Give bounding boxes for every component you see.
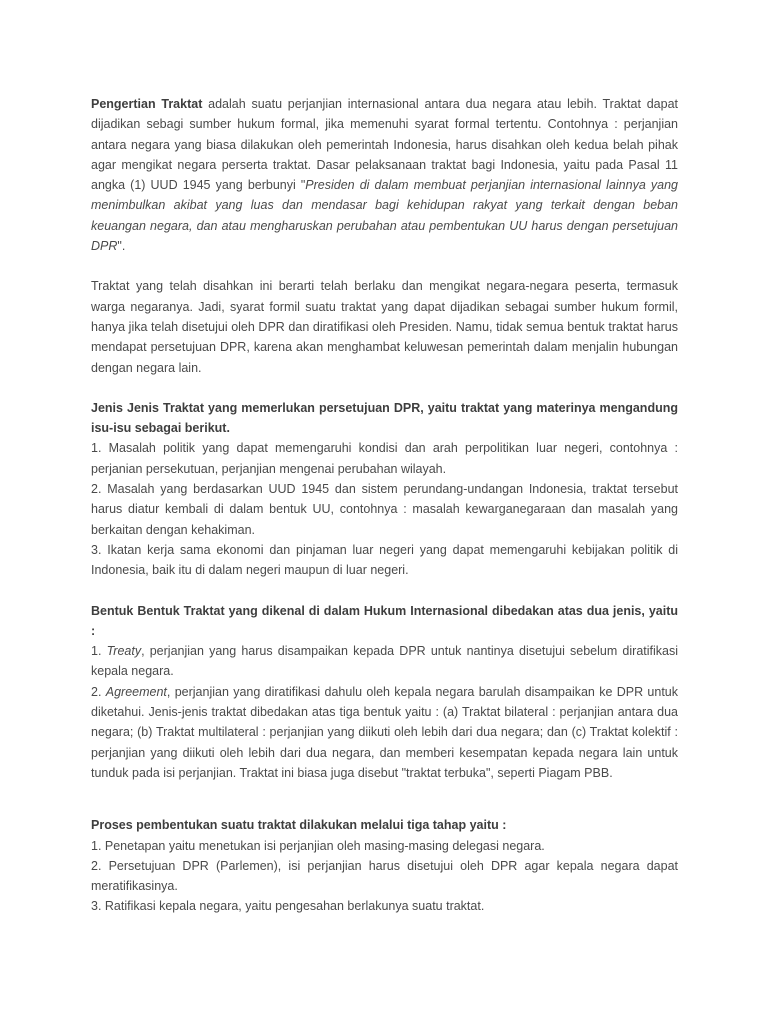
heading-bentuk-traktat: Bentuk Bentuk Traktat yang dikenal di dalam Hukum Internasional dibedakan atas dua jenis, yaitu :: [91, 603, 678, 638]
paragraph-ratification: Traktat yang telah disahkan ini berarti telah berlaku dan mengikat negara-negara peserta, termasuk warga negaranya. Jadi, syarat formil suatu traktat yang dapat dijadikan sebagai sumber hukum formil, hanya jika telah disetujui oleh DPR dan diratifikasi oleh Presiden. Namu, tidak semua bentuk traktat harus mendapat persetujuan DPR, karena akan menghambat keluwesan pemerintah dalam menjalin hubungan dengan negara lain.: [91, 279, 678, 375]
list-item: 1. Penetapan yaitu menetukan isi perjanjian oleh masing-masing delegasi negara.: [91, 838, 545, 853]
article-quote: Presiden di dalam membuat perjanjian internasional lainnya yang menimbulkan akibat yang luas dan mendasar bagi kehidupan rakyat yang terkait dengan beban keuangan negara, dan atau mengharuskan perubahan atau pembentukan UU harus dengan persetujuan DPR: [91, 178, 678, 254]
agreement-text: , perjanjian yang diratifikasi dahulu oleh kepala negara barulah disampaikan ke DPR untuk diketahui. Jenis-jenis traktat dibedakan atas tiga bentuk yaitu : (a) Traktat bilateral : perjanjian antara dua negara; (b) Traktat multilateral : perjanjian yang diikuti oleh lebih dari dua negara; dan (c) Traktat kolektif : perjanjian yang diikuti oleh lebih dari dua negara, dan memberi kesempatan kepada negara lain untuk tunduk pada isi perjanjian. Traktat ini biasa juga disebut "traktat terbuka", seperti Piagam PBB.: [91, 684, 678, 780]
heading-jenis-traktat: Jenis Jenis Traktat yang memerlukan persetujuan DPR, yaitu traktat yang materinya mengandung isu-isu sebagai berikut.: [91, 400, 678, 436]
spacer: [91, 256, 678, 276]
list-number: 2.: [91, 684, 106, 699]
spacer: [91, 378, 678, 398]
list-item: 3. Ratifikasi kepala negara, yaitu pengesahan berlakunya suatu traktat.: [91, 899, 485, 914]
paragraph-definition: [91, 94, 678, 256]
list-item: 1. Masalah politik yang dapat memengaruhi kondisi dan arah perpolitikan luar negeri, contohnya : perjanian persekutuan, perjanjian mengenai perubahan wilayah.: [91, 441, 678, 476]
definition-text: adalah suatu perjanjian internasional antara dua negara atau lebih. Traktat dapat dijadikan sebagi sumber hukum formal, jika memenuhi syarat formal tertentu. Contohnya : perjanjian antara negara yang biasa dilakukan oleh pemerintah Indonesia, harus disahkan oleh kedua belah pihak agar mengikat negara perserta traktat. Dasar pelaksanaan traktat bagi Indonesia, yaitu pada Pasal 11 angka (1) UUD 1945 yang berbunyi ": [91, 97, 678, 193]
list-number: 1.: [91, 644, 107, 659]
list-item: 2. Persetujuan DPR (Parlemen), isi perjanjian harus disetujui oleh DPR agar kepala negara dapat meratifikasinya.: [91, 858, 678, 894]
list-item-treaty: [91, 641, 678, 682]
quote-close: ".: [117, 239, 126, 254]
list-item: 3. Ikatan kerja sama ekonomi dan pinjaman luar negeri yang dapat memengaruhi kebijakan politik di Indonesia, baik itu di dalam negeri maupun di luar negeri.: [91, 542, 678, 578]
list-item-agreement: [91, 682, 678, 783]
term-treaty: Treaty: [106, 644, 142, 659]
term-pengertian-traktat: Pengertian Traktat: [91, 97, 203, 111]
heading-proses-pembentukan: Proses pembentukan suatu traktat dilakukan melalui tiga tahap yaitu :: [91, 818, 507, 833]
treaty-text: , perjanjian yang harus disampaikan kepada DPR untuk nantinya disetujui sebelum diratifikasi kepala negara.: [91, 644, 678, 679]
list-item: 2. Masalah yang berdasarkan UUD 1945 dan sistem perundang-undangan Indonesia, traktat tersebut harus diatur kembali di dalam bentuk UU, contohnya : masalah kewarganegaraan dan masalah yang berkaitan dengan kehakiman.: [91, 482, 678, 537]
term-agreement: Agreement: [105, 684, 167, 699]
spacer: [91, 783, 678, 815]
spacer: [91, 581, 678, 601]
